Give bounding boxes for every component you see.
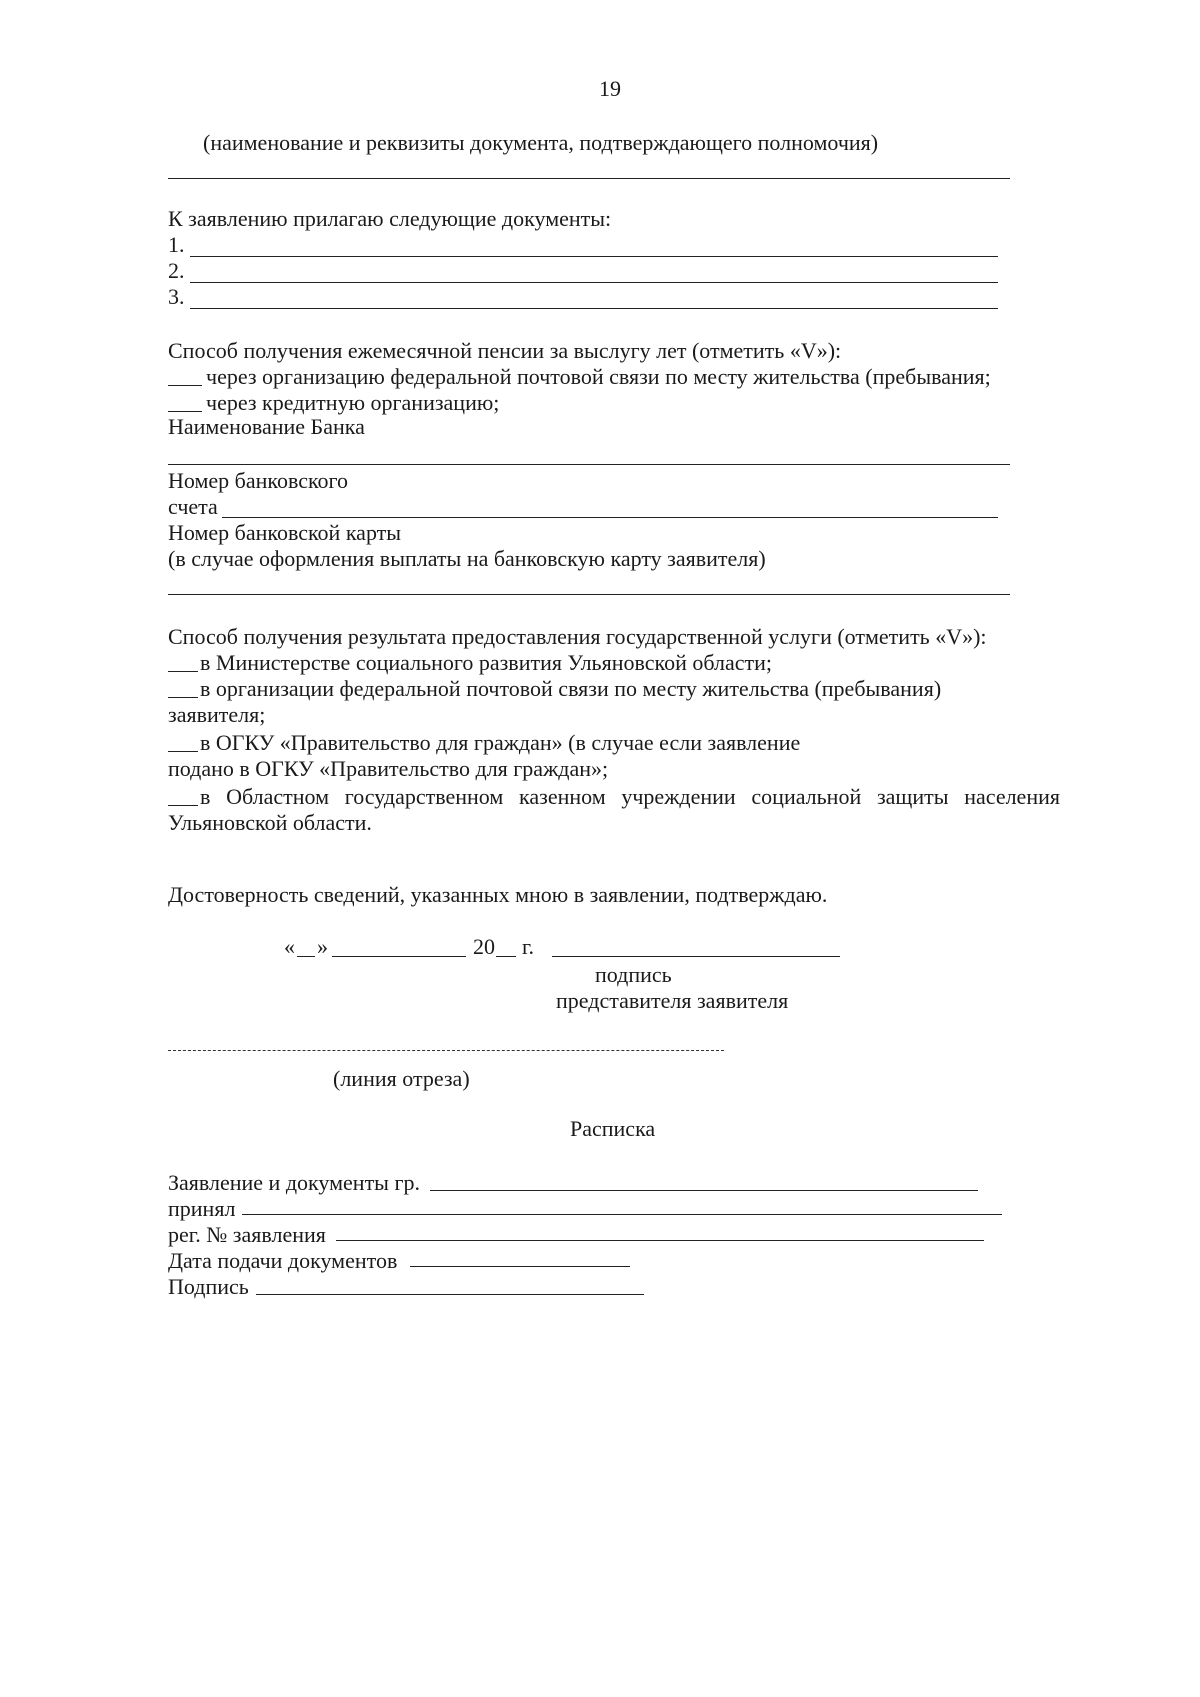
result-option-1-checkbox[interactable] — [168, 671, 198, 672]
receipt-submit-date-label: Дата подачи документов — [168, 1248, 398, 1273]
date-quote-open: « — [284, 934, 295, 959]
bank-card-line[interactable] — [168, 594, 1010, 595]
date-month-field[interactable] — [332, 956, 466, 957]
pension-option-bank-label: через кредитную организацию; — [206, 390, 500, 415]
receipt-submit-date-field[interactable] — [410, 1266, 630, 1267]
date-year-suffix: г. — [522, 934, 535, 959]
receipt-reg-number-field[interactable] — [336, 1240, 984, 1241]
attachment-item-1-line[interactable] — [190, 256, 998, 257]
receipt-title: Расписка — [570, 1116, 656, 1141]
authority-doc-caption: (наименование и реквизиты документа, подтверждающего полномочия) — [203, 130, 879, 155]
signature-field[interactable] — [552, 956, 840, 957]
receipt-accepted-field[interactable] — [242, 1214, 1002, 1215]
receipt-docs-from-field[interactable] — [430, 1190, 978, 1191]
result-option-3-label-line1: в ОГКУ «Правительство для граждан» (в случае если заявление — [200, 730, 801, 755]
date-year-field[interactable] — [496, 956, 516, 957]
confirmation-statement: Достоверность сведений, указанных мною в заявлении, подтверждаю. — [168, 882, 828, 907]
receipt-signature-label: Подпись — [168, 1274, 249, 1299]
cut-line-caption: (линия отреза) — [333, 1066, 470, 1091]
result-option-4-label-line1: в Областном государственном казенном учреждении социальной защиты населения — [200, 784, 1060, 809]
pension-option-post-label: через организацию федеральной почтовой связи по месту жительства (пребывания; — [206, 364, 991, 389]
date-year-prefix: 20 — [473, 934, 495, 959]
bank-card-label: Номер банковской карты — [168, 520, 402, 545]
receipt-accepted-label: принял — [168, 1196, 236, 1221]
attachment-item-1-number: 1. — [168, 232, 185, 257]
signature-caption-line1: подпись — [595, 962, 672, 987]
bank-card-note: (в случае оформления выплаты на банковскую карту заявителя) — [168, 546, 766, 571]
result-option-1-label: в Министерстве социального развития Ульяновской области; — [200, 650, 772, 675]
result-option-3-label-line2: подано в ОГКУ «Правительство для граждан»; — [168, 756, 609, 781]
attachment-item-2-number: 2. — [168, 258, 185, 283]
receipt-signature-field[interactable] — [256, 1294, 644, 1295]
result-method-heading: Способ получения результата предоставления государственной услуги (отметить «V»): — [168, 624, 987, 649]
authority-doc-line — [168, 178, 1010, 179]
attachments-heading: К заявлению прилагаю следующие документы: — [168, 206, 612, 231]
signature-caption-line2: представителя заявителя — [556, 988, 789, 1013]
bank-name-line[interactable] — [168, 464, 1010, 465]
result-option-2-label-line2: заявителя; — [168, 702, 266, 727]
pension-method-heading: Способ получения ежемесячной пенсии за выслугу лет (отметить «V»): — [168, 338, 842, 363]
bank-account-label-line1: Номер банковского — [168, 468, 349, 493]
attachment-item-3-line[interactable] — [190, 308, 998, 309]
page-number: 19 — [599, 76, 621, 101]
bank-name-label: Наименование Банка — [168, 414, 365, 439]
bank-account-label-line2: счета — [168, 494, 218, 519]
attachment-item-3-number: 3. — [168, 284, 185, 309]
attachment-item-2-line[interactable] — [190, 282, 998, 283]
date-quote-close: » — [317, 934, 328, 959]
pension-option-bank-checkbox[interactable] — [168, 411, 202, 412]
cut-line — [168, 1050, 724, 1051]
pension-option-post-checkbox[interactable] — [168, 385, 202, 386]
result-option-3-checkbox[interactable] — [168, 751, 198, 752]
bank-account-line[interactable] — [222, 517, 998, 518]
result-option-4-checkbox[interactable] — [168, 805, 198, 806]
receipt-reg-number-label: рег. № заявления — [168, 1222, 326, 1247]
result-option-4-label-line2: Ульяновской области. — [168, 810, 372, 835]
date-day-field[interactable] — [297, 956, 315, 957]
receipt-docs-from-label: Заявление и документы гр. — [168, 1170, 420, 1195]
result-option-2-label-line1: в организации федеральной почтовой связи по месту жительства (пребывания) — [200, 676, 942, 701]
result-option-2-checkbox[interactable] — [168, 697, 198, 698]
